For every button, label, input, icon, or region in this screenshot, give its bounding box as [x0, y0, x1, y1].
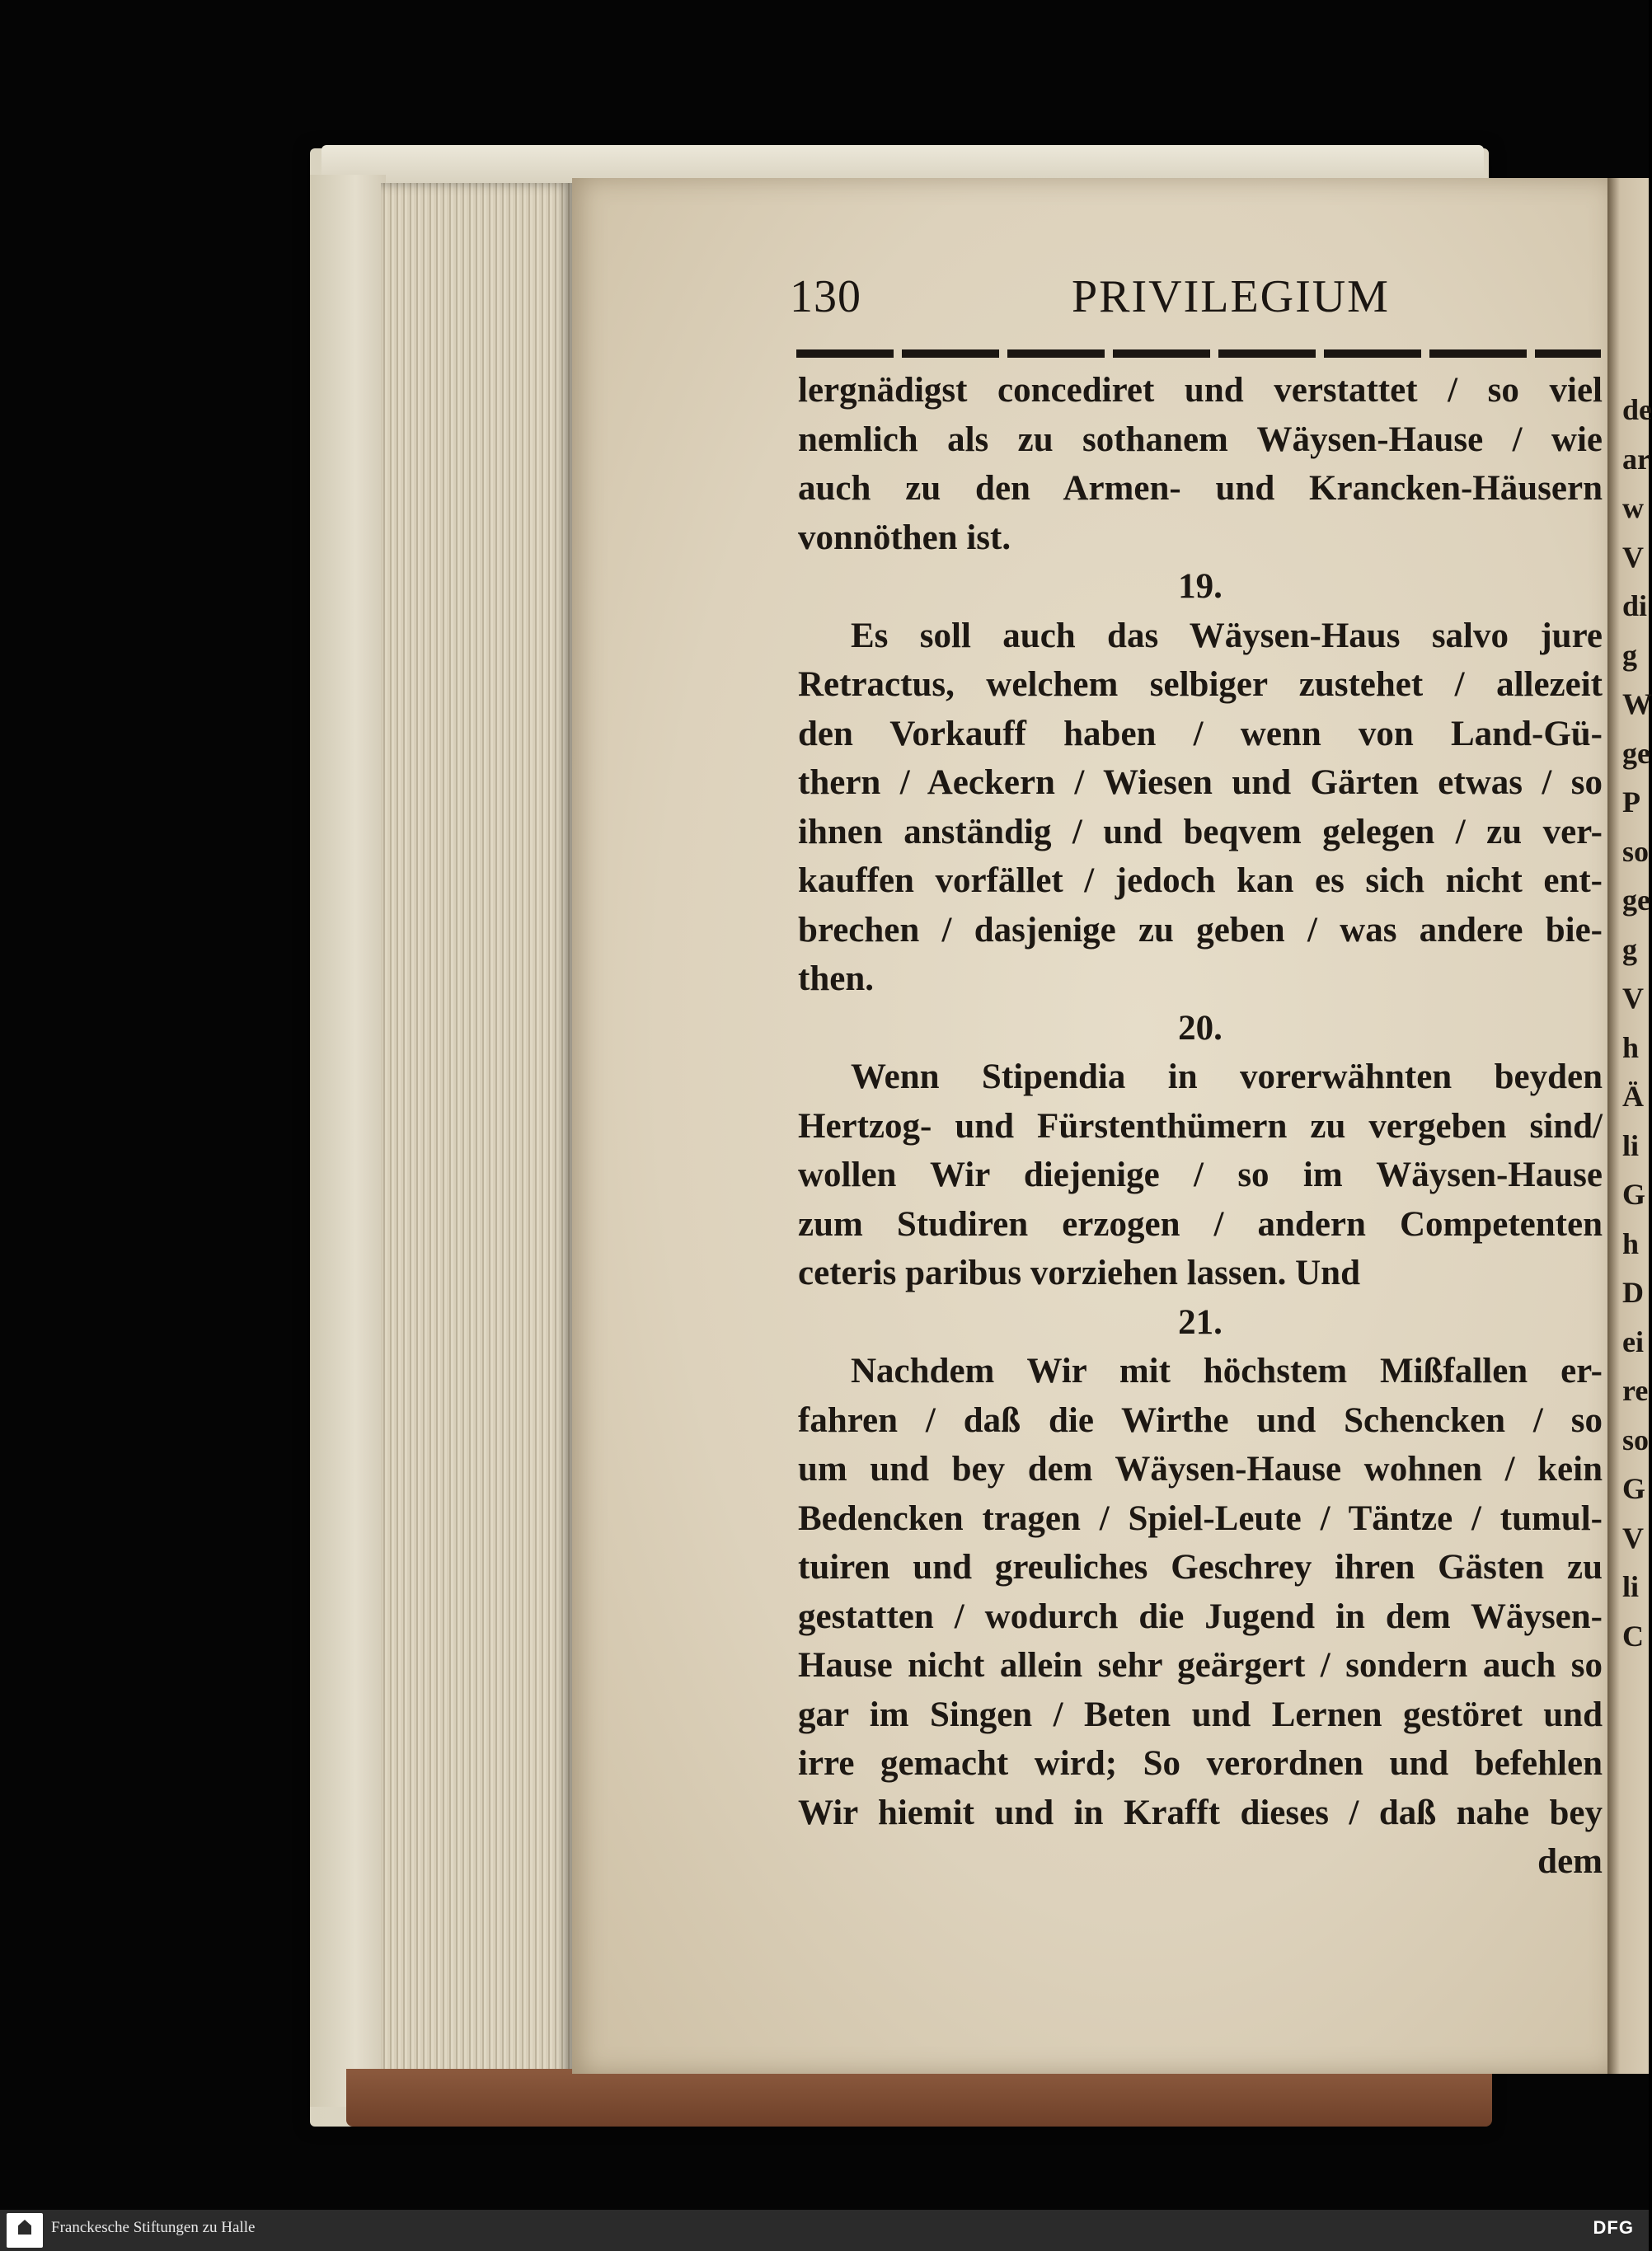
facing-line: Ä [1622, 1080, 1644, 1113]
section-number: 19. [1178, 567, 1223, 606]
text-line: Retractus, welchem selbiger zustehet / allezeit [798, 665, 1603, 704]
facing-line: h [1622, 1226, 1640, 1260]
facing-line: C [1622, 1619, 1644, 1653]
facing-line: W [1622, 687, 1652, 720]
facing-line: G [1622, 1178, 1646, 1211]
facing-line: li [1622, 1128, 1640, 1162]
text-line: Bedencken tragen / Spiel-Leute / Täntze / tumul- [798, 1498, 1603, 1538]
facing-line: re [1622, 1374, 1649, 1407]
institution-logo-icon [7, 2213, 43, 2248]
text-line: tuiren und greuliches Geschrey ihren Gästen zu [798, 1548, 1603, 1587]
text-line: auch zu den Armen- und Krancken-Häusern [798, 469, 1603, 508]
page-body-text [798, 366, 1603, 1887]
text-line: vonnöthen ist. [798, 518, 1011, 557]
facing-line: ar [1622, 442, 1650, 476]
text-line: Es soll auch das Wäysen-Haus salvo jure [851, 616, 1603, 655]
running-title: PRIVILEGIUM [1072, 271, 1390, 322]
book-cover-left-edge [310, 175, 386, 2107]
facing-line: w [1622, 491, 1644, 524]
facing-line: G [1622, 1472, 1646, 1505]
text-line: kauffen vorfället / jedoch kan es sich nicht ent- [798, 861, 1603, 900]
text-line: Nachdem Wir mit höchstem Mißfallen er- [851, 1352, 1603, 1390]
header-rule [796, 349, 1601, 358]
text-line: brechen / dasjenige zu geben / was andere bie- [798, 910, 1603, 950]
text-line: wollen Wir diejenige / so im Wäysen-Hause [798, 1156, 1603, 1194]
text-line: gestatten / wodurch die Jugend in dem Wäysen- [798, 1597, 1603, 1636]
facing-line: ge [1622, 884, 1650, 917]
text-line: zum Studiren erzogen / andern Competenten [798, 1204, 1603, 1244]
facing-line: ei [1622, 1325, 1644, 1358]
facing-line: so [1622, 834, 1650, 868]
facing-line: g [1622, 638, 1637, 672]
facing-line: V [1622, 982, 1644, 1015]
text-line: nemlich als zu sothanem Wäysen-Hause / wie [798, 420, 1603, 459]
page-block-edge [381, 183, 572, 2089]
facing-line: V [1622, 540, 1644, 574]
text-line: ceteris paribus vorziehen lassen. Und [798, 1254, 1361, 1292]
facing-line: h [1622, 1030, 1640, 1064]
section-number: 20. [1178, 1008, 1223, 1048]
text-line: Wenn Stipendia in vorerwähnten beyden [851, 1058, 1603, 1096]
dfg-logo: DFG [1593, 2217, 1634, 2238]
text-line: den Vorkauff haben / wenn von Land-Gü- [798, 714, 1603, 753]
facing-line: V [1622, 1521, 1644, 1555]
text-line: um und bey dem Wäysen-Hause wohnen / kein [798, 1450, 1603, 1489]
facing-line: ge [1622, 736, 1650, 770]
facing-line: P [1622, 786, 1640, 818]
viewer-footer-bar [0, 2210, 1649, 2251]
leather-binding [346, 2069, 1492, 2127]
section-number: 21. [1178, 1302, 1223, 1342]
institution-name: Franckesche Stiftungen zu Halle [51, 2219, 256, 2236]
facing-line: li [1622, 1570, 1640, 1603]
text-line: thern / Aeckern / Wiesen und Gärten etwas / so [798, 763, 1603, 802]
facing-line: di [1622, 589, 1648, 622]
facing-line: so [1622, 1423, 1650, 1456]
facing-page-text [1607, 386, 1652, 1661]
text-line: fahren / daß die Wirthe und Schencken / so [798, 1400, 1603, 1440]
catchword: dem [1537, 1842, 1603, 1881]
text-line: Hertzog- und Fürstenthümern zu vergeben sind/ [798, 1106, 1603, 1146]
page-number: 130 [790, 271, 861, 322]
text-line: lergnädigst concediret und verstattet / so viel [798, 371, 1603, 410]
facing-line: g [1622, 932, 1637, 966]
facing-line: de [1622, 393, 1652, 426]
facing-page-fragment [1607, 178, 1652, 2074]
text-line: gar im Singen / Beten und Lernen gestöret und [798, 1695, 1603, 1734]
text-line: ihnen anständig / und beqvem gelegen / zu ver- [798, 812, 1603, 851]
text-line: Hause nicht allein sehr geärgert / sondern auch so [798, 1646, 1603, 1685]
page-header [790, 270, 1606, 330]
facing-line: D [1622, 1276, 1644, 1309]
text-line: then. [798, 959, 874, 998]
text-line: irre gemacht wird; So verordnen und befehlen [798, 1744, 1603, 1783]
text-line: Wir hiemit und in Krafft dieses / daß nahe bey [798, 1793, 1603, 1832]
